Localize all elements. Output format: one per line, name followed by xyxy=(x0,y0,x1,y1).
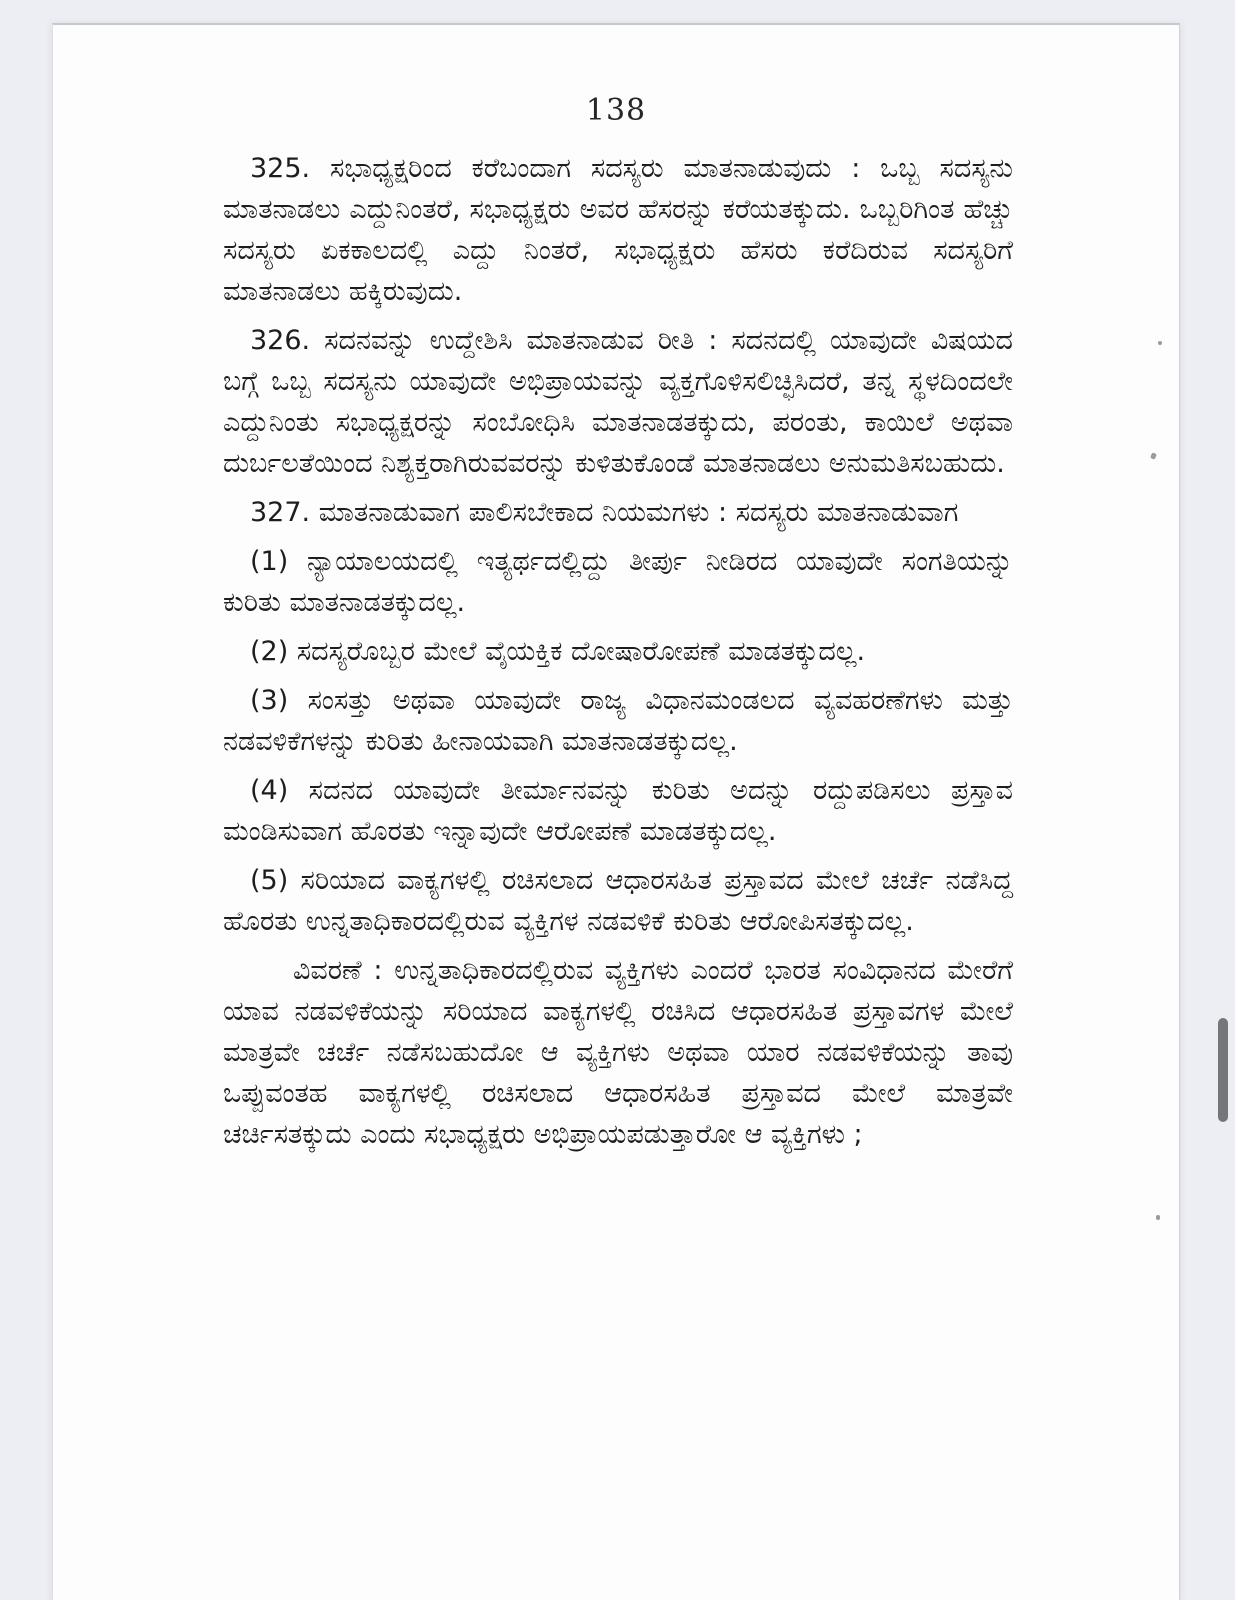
page-text-block xyxy=(223,148,1013,1163)
scan-speck xyxy=(1156,1215,1160,1220)
paragraph-rule-327-item-1: (1) ನ್ಯಾಯಾಲಯದಲ್ಲಿ ಇತ್ಯರ್ಥದಲ್ಲಿದ್ದು ತೀರ್ಪು ನೀಡಿರದ ಯಾವುದೇ ಸಂಗತಿಯನ್ನು ಕುರಿತು ಮಾತನಾಡತಕ್ಕುದಲ್ಲ. xyxy=(223,546,1013,618)
scanned-page xyxy=(52,23,1180,1600)
vertical-scrollbar-thumb[interactable] xyxy=(1218,1018,1228,1122)
scan-speck xyxy=(1158,341,1162,345)
paragraph-rule-327-explanation: ವಿವರಣೆ : ಉನ್ನತಾಧಿಕಾರದಲ್ಲಿರುವ ವ್ಯಕ್ತಿಗಳು ಎಂದರೆ ಭಾರತ ಸಂವಿಧಾನದ ಮೇರೆಗೆ ಯಾವ ನಡವಳಿಕೆಯನ್ನು ಸರಿಯಾದ ವಾಕ್ಯಗಳಲ್ಲಿ ರಚಿಸಿದ ಆಧಾರಸಹಿತ ಪ್ರಸ್ತಾವಗಳ ಮೇಲೆ ಮಾತ್ರವೇ ಚರ್ಚೆ ನಡೆಸಬಹುದೋ ಆ ವ್ಯಕ್ತಿಗಳು ಅಥವಾ ಯಾರ ನಡವಳಿಕೆಯನ್ನು ತಾವು ಒಪ್ಪುವಂತಹ ವಾಕ್ಯಗಳಲ್ಲಿ ರಚಿಸಲಾದ ಆಧಾರಸಹಿತ ಪ್ರಸ್ತಾವದ ಮೇಲೆ ಮಾತ್ರವೇ ಚರ್ಚಿಸತಕ್ಕುದು ಎಂದು ಸಭಾಧ್ಯಕ್ಷರು ಅಭಿಪ್ರಾಯಪಡುತ್ತಾರೋ ಆ ವ್ಯಕ್ತಿಗಳು ; xyxy=(223,955,1013,1150)
paragraph-rule-325: 325. ಸಭಾಧ್ಯಕ್ಷರಿಂದ ಕರೆಬಂದಾಗ ಸದಸ್ಯರು ಮಾತನಾಡುವುದು : ಒಬ್ಬ ಸದಸ್ಯನು ಮಾತನಾಡಲು ಎದ್ದುನಿಂತರೆ, ಸಭಾಧ್ಯಕ್ಷರು ಅವರ ಹೆಸರನ್ನು ಕರೆಯತಕ್ಕುದು. ಒಬ್ಬರಿಗಿಂತ ಹೆಚ್ಚು ಸದಸ್ಯರು ಏಕಕಾಲದಲ್ಲಿ ಎದ್ದು ನಿಂತರೆ, ಸಭಾಧ್ಯಕ್ಷರು ಹೆಸರು ಕರೆದಿರುವ ಸದಸ್ಯರಿಗೆ ಮಾತನಾಡಲು ಹಕ್ಕಿರುವುದು. xyxy=(223,153,1013,307)
paragraph-rule-327-item-2: (2) ಸದಸ್ಯರೊಬ್ಬರ ಮೇಲೆ ವೈಯಕ್ತಿಕ ದೋಷಾರೋಪಣೆ ಮಾಡತಕ್ಕುದಲ್ಲ. xyxy=(250,636,866,667)
paragraph-rule-327-item-5: (5) ಸರಿಯಾದ ವಾಕ್ಯಗಳಲ್ಲಿ ರಚಿಸಲಾದ ಆಧಾರಸಹಿತ ಪ್ರಸ್ತಾವದ ಮೇಲೆ ಚರ್ಚೆ ನಡೆಸಿದ್ದ ಹೊರತು ಉನ್ನತಾಧಿಕಾರದಲ್ಲಿರುವ ವ್ಯಕ್ತಿಗಳ ನಡವಳಿಕೆ ಕುರಿತು ಆರೋಪಿಸತಕ್ಕುದಲ್ಲ. xyxy=(223,865,1013,937)
paragraph-rule-326: 326. ಸದನವನ್ನು ಉದ್ದೇಶಿಸಿ ಮಾತನಾಡುವ ರೀತಿ : ಸದನದಲ್ಲಿ ಯಾವುದೇ ವಿಷಯದ ಬಗ್ಗೆ ಒಬ್ಬ ಸದಸ್ಯನು ಯಾವುದೇ ಅಭಿಪ್ರಾಯವನ್ನು ವ್ಯಕ್ತಗೊಳಿಸಲಿಚ್ಛಿಸಿದರೆ, ತನ್ನ ಸ್ಥಳದಿಂದಲೇ ಎದ್ದುನಿಂತು ಸಭಾಧ್ಯಕ್ಷರನ್ನು ಸಂಬೋಧಿಸಿ ಮಾತನಾಡತಕ್ಕುದು, ಪರಂತು, ಕಾಯಿಲೆ ಅಥವಾ ದುರ್ಬಲತೆಯಿಂದ ನಿಶ್ಯಕ್ತರಾಗಿರುವವರನ್ನು ಕುಳಿತುಕೊಂಡೆ ಮಾತನಾಡಲು ಅನುಮತಿಸಬಹುದು. xyxy=(223,325,1013,479)
scan-speck xyxy=(1150,452,1157,459)
paragraph-rule-327-item-3: (3) ಸಂಸತ್ತು ಅಥವಾ ಯಾವುದೇ ರಾಜ್ಯ ವಿಧಾನಮಂಡಲದ ವ್ಯವಹರಣೆಗಳು ಮತ್ತು ನಡವಳಿಕೆಗಳನ್ನು ಕುರಿತು ಹೀನಾಯವಾಗಿ ಮಾತನಾಡತಕ್ಕುದಲ್ಲ. xyxy=(223,685,1013,757)
paragraph-rule-327-item-4: (4) ಸದನದ ಯಾವುದೇ ತೀರ್ಮಾನವನ್ನು ಕುರಿತು ಅದನ್ನು ರದ್ದುಪಡಿಸಲು ಪ್ರಸ್ತಾವ ಮಂಡಿಸುವಾಗ ಹೊರತು ಇನ್ನಾವುದೇ ಆರೋಪಣೆ ಮಾಡತಕ್ಕುದಲ್ಲ. xyxy=(223,775,1013,847)
paragraph-rule-327-heading: 327. ಮಾತನಾಡುವಾಗ ಪಾಲಿಸಬೇಕಾದ ನಿಯಮಗಳು : ಸದಸ್ಯರು ಮಾತನಾಡುವಾಗ xyxy=(250,497,959,528)
page-number: 138 xyxy=(585,93,647,128)
